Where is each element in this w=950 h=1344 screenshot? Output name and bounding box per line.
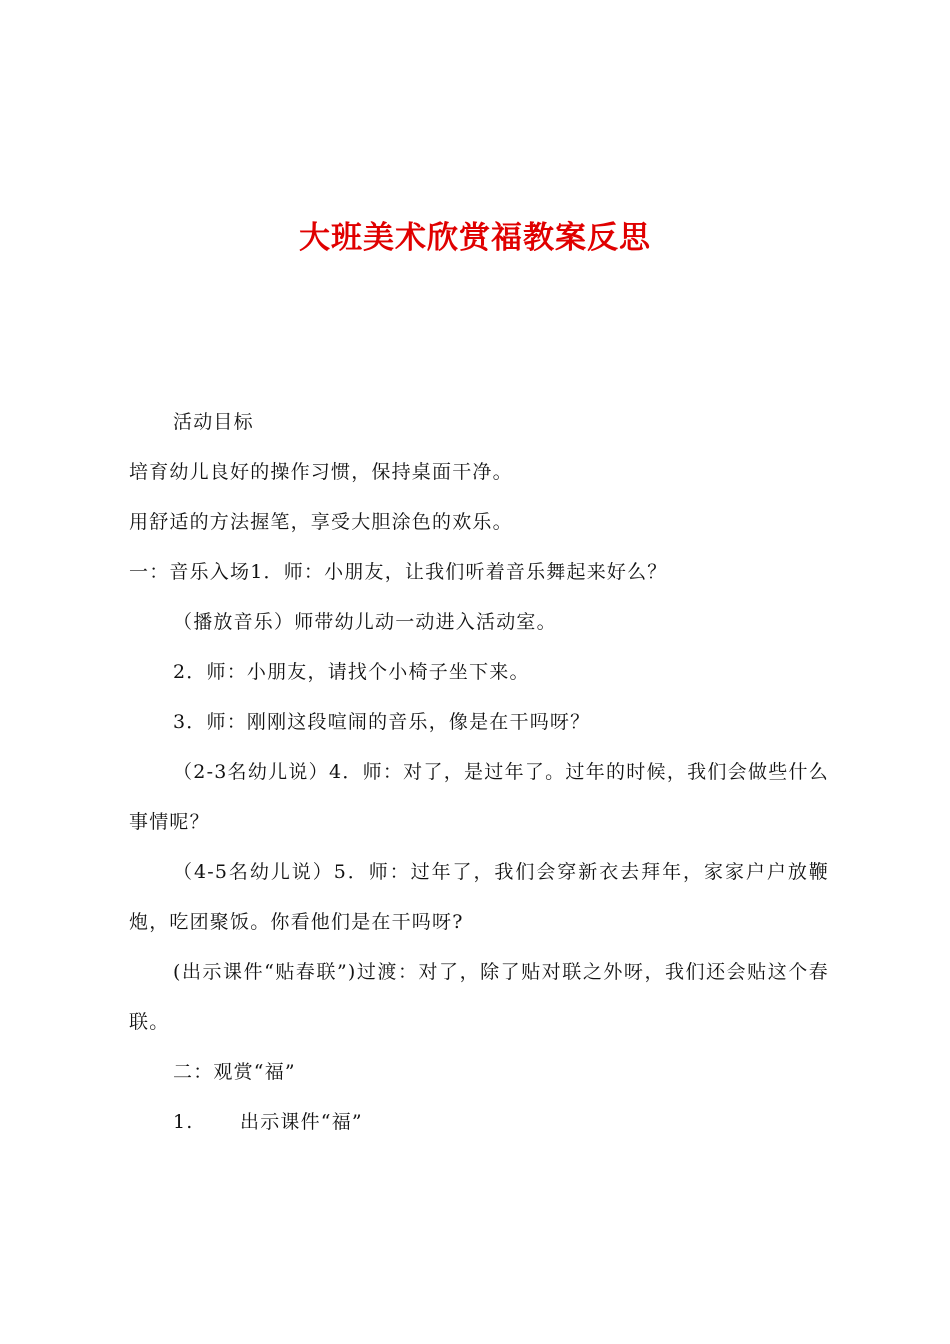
- paragraph: 一：音乐入场1．师：小朋友，让我们听着音乐舞起来好么？: [129, 561, 668, 583]
- paragraph: （2-3名幼儿说）4．师：对了，是过年了。过年的时候，我们会做些什么事情呢？: [129, 761, 829, 833]
- paragraph: (出示课件“贴春联”)过渡：对了，除了贴对联之外呀，我们还会贴这个春联。: [129, 961, 829, 1033]
- section-heading-goals: 活动目标: [173, 411, 254, 433]
- paragraph: （4-5名幼儿说）5．师：过年了，我们会穿新衣去拜年，家家户户放鞭炮，吃团聚饭。你看他们是在干吗呀?: [129, 861, 829, 933]
- paragraph: 2．师：小朋友，请找个小椅子坐下来。: [173, 661, 530, 683]
- document-title: 大班美术欣赏福教案反思: [299, 220, 651, 256]
- paragraph: 培育幼儿良好的操作习惯，保持桌面干净。: [129, 461, 513, 483]
- list-item-number: 1.: [173, 1111, 194, 1133]
- list-item: [129, 1097, 829, 1147]
- paragraph: 用舒适的方法握笔，享受大胆涂色的欢乐。: [129, 511, 513, 533]
- paragraph: （播放音乐）师带幼儿动一动进入活动室。: [173, 611, 557, 633]
- section-heading-appreciation: 二：观赏“福”: [173, 1061, 296, 1083]
- document-body: [129, 397, 829, 1147]
- list-item-text: 出示课件“福”: [240, 1111, 363, 1133]
- paragraph: 3．师：刚刚这段喧闹的音乐，像是在干吗呀？: [173, 711, 591, 733]
